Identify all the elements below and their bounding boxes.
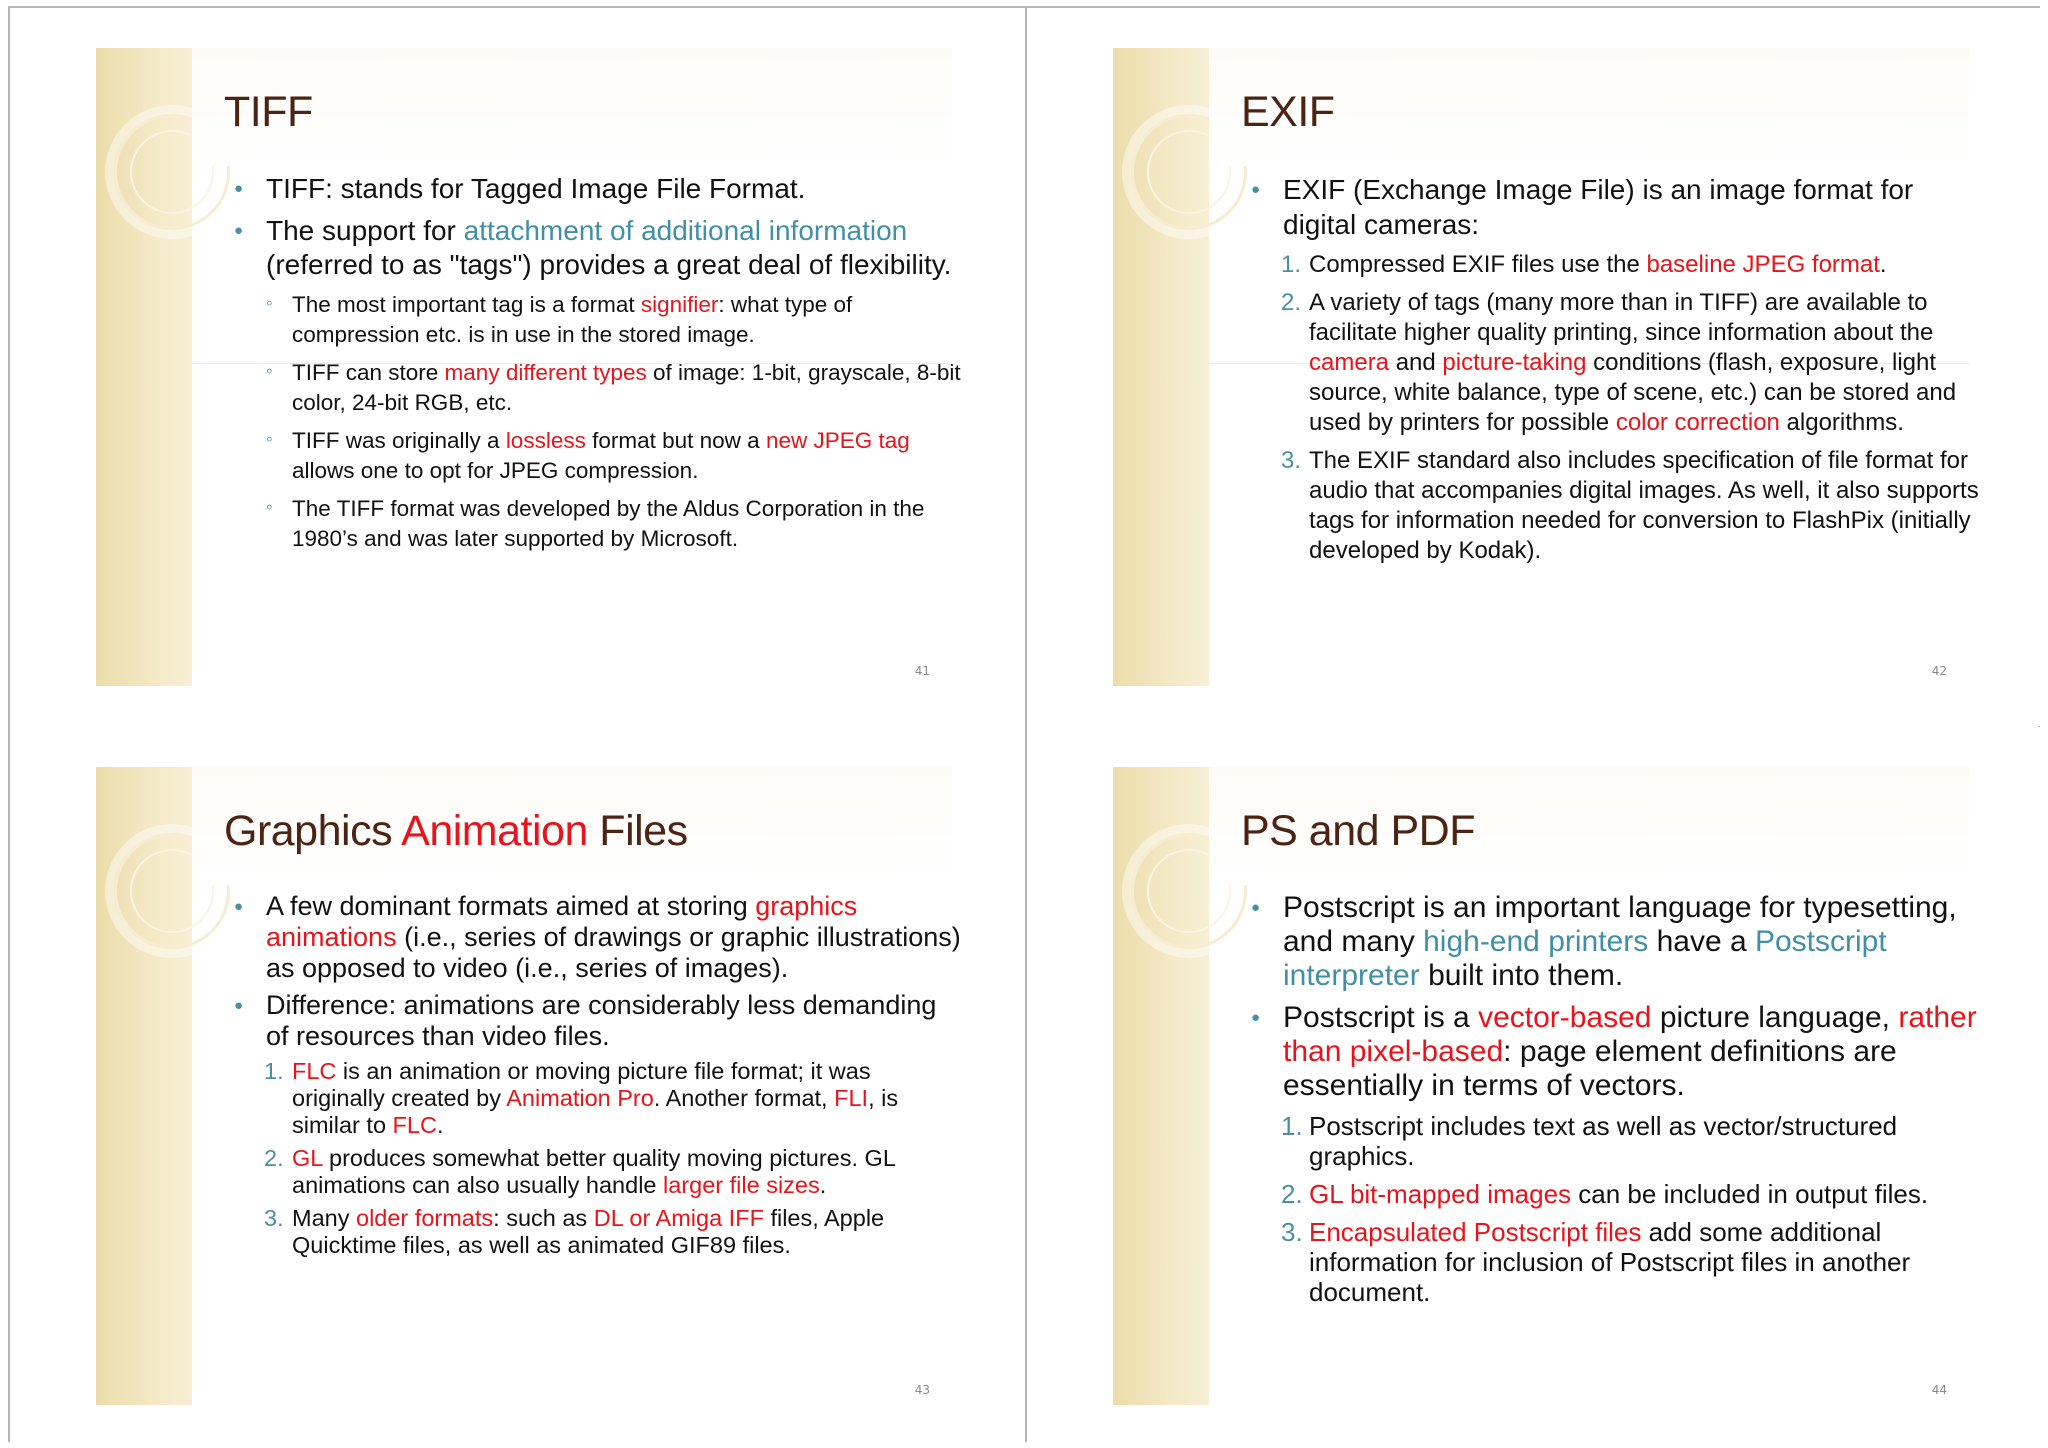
slide-number: 44 (1931, 1383, 1947, 1397)
highlighted-text: older formats (356, 1205, 494, 1231)
slide-body (1251, 891, 1981, 1315)
text-run: : such as (493, 1205, 594, 1231)
sub-bullet-point (234, 494, 964, 554)
bullet-point (234, 891, 964, 984)
text-run: TIFF can store (292, 360, 445, 385)
text-run: built into them. (1419, 959, 1624, 992)
text-run: TIFF: stands for Tagged Image File Format. (266, 173, 806, 204)
highlighted-text: signifier (640, 292, 719, 317)
slide-title (1241, 807, 1981, 856)
text-run: (i.e., series of drawings or graphic illustrations) as opposed to video (i.e., series of images). (266, 922, 961, 983)
bullet-point (1251, 172, 1981, 242)
numbered-point (1251, 446, 1981, 566)
highlighted-text: FLC (392, 1112, 437, 1138)
highlighted-text: high-end printers (1423, 925, 1649, 958)
text-run: of image: 1-bit, grayscale, 8-bit color, 24-bit RGB, etc. (292, 360, 961, 415)
list-number: 3. (1281, 447, 1302, 474)
text-run: format but now a (585, 428, 766, 453)
text-run: algorithms. (1779, 409, 1904, 436)
text-run: have a (1648, 925, 1755, 958)
sub-bullet-point (234, 358, 964, 418)
text-run: A variety of tags (many more than in TIFF) are available to facilitate higher quality printing, since information about the (1309, 289, 1934, 346)
highlighted-text: many different types (444, 360, 647, 385)
text-run: EXIF (1241, 88, 1335, 136)
text-run: Compressed EXIF files use the (1309, 251, 1647, 278)
numbered-point (234, 1058, 964, 1139)
numbered-point (1251, 1179, 1981, 1209)
slide-41 (10, 8, 1025, 726)
text-run: Postscript is an important language for typesetting, and many (1283, 891, 1957, 958)
list-number: 2. (1281, 1179, 1303, 1209)
text-run: PS and PDF (1241, 807, 1475, 855)
text-run: The most important tag is a format (292, 292, 641, 317)
text-run: : page element definitions are essentially in terms of vectors. (1283, 1035, 1897, 1102)
highlighted-text: Postscript interpreter (1283, 925, 1887, 992)
slide-body (234, 172, 964, 562)
text-run: The TIFF format was developed by the Aldus Corporation in the 1980’s and was later supported by Microsoft. (292, 496, 925, 551)
bullet-point (234, 172, 964, 206)
slide-body (1251, 172, 1981, 574)
text-run: produces somewhat better quality moving pictures. GL animations can also usually handle (292, 1145, 896, 1198)
highlighted-text: vector-based (1478, 1001, 1652, 1034)
text-run: Many (292, 1205, 356, 1231)
text-run: Postscript includes text as well as vector/structured graphics. (1309, 1111, 1898, 1171)
highlighted-text: Animation Pro (506, 1085, 654, 1111)
text-run: . (819, 1172, 827, 1198)
highlighted-text: new JPEG tag (765, 428, 910, 453)
highlighted-text: DL or Amiga IFF (593, 1205, 764, 1231)
text-run: allows one to opt for JPEG compression. (292, 458, 699, 483)
list-number: 1. (1281, 1111, 1303, 1141)
slide-title (1241, 88, 1981, 137)
numbered-point (234, 1145, 964, 1199)
list-number: 2. (1281, 289, 1302, 316)
highlighted-text: color correction (1615, 409, 1780, 436)
sub-bullet-point (234, 426, 964, 486)
slide-title (224, 88, 964, 137)
text-run: A few dominant formats aimed at storing (266, 891, 756, 921)
highlighted-text: larger file sizes (663, 1172, 820, 1198)
slide-42 (1027, 8, 2042, 726)
text-run: The support for (266, 215, 464, 246)
text-run: picture language, (1651, 1001, 1899, 1034)
highlighted-text: lossless (505, 428, 586, 453)
text-run: and (1389, 349, 1443, 376)
text-run: . Another format, (653, 1085, 835, 1111)
list-number: 1. (1281, 251, 1302, 278)
numbered-point (234, 1205, 964, 1259)
highlighted-text: GL bit-mapped images (1309, 1179, 1572, 1209)
numbered-point (1251, 288, 1981, 438)
text-run: add some additional information for inclusion of Postscript files in another document. (1309, 1217, 1911, 1307)
bullet-point (234, 990, 964, 1052)
slide-number: 41 (914, 664, 930, 678)
text-run: . (436, 1112, 444, 1138)
list-number: 1. (264, 1058, 284, 1084)
list-number: 3. (264, 1205, 284, 1231)
highlighted-text: graphics animations (266, 891, 858, 952)
list-number: 3. (1281, 1217, 1303, 1247)
slide-number: 43 (914, 1383, 930, 1397)
text-run: Graphics (224, 807, 402, 855)
text-run: files, Apple Quicktime files, as well as animated GIF89 files. (292, 1205, 885, 1258)
bullet-point (1251, 891, 1981, 993)
sub-bullet-point (234, 290, 964, 350)
slide-number: 42 (1931, 664, 1947, 678)
highlighted-text: Animation (401, 807, 588, 855)
numbered-point (1251, 1111, 1981, 1171)
text-run: is an animation or moving picture file format; it was originally created by (292, 1058, 871, 1111)
text-run: : what type of compression etc. is in use in the stored image. (292, 292, 853, 347)
slide-44 (1027, 727, 2042, 1445)
bullet-point (1251, 1001, 1981, 1103)
highlighted-text: FLI (834, 1085, 869, 1111)
text-run: TIFF (224, 88, 313, 136)
numbered-point (1251, 250, 1981, 280)
text-run: (referred to as "tags") provides a great deal of flexibility. (266, 249, 952, 280)
highlighted-text: FLC (292, 1058, 337, 1084)
highlighted-text: rather than pixel-based (1283, 1001, 1977, 1068)
text-run: can be included in output files. (1571, 1179, 1929, 1209)
highlighted-text: Encapsulated Postscript files (1309, 1217, 1642, 1247)
list-number: 2. (264, 1145, 284, 1171)
text-run: . (1879, 251, 1887, 278)
highlighted-text: camera (1309, 349, 1390, 376)
highlighted-text: attachment of additional information (463, 215, 908, 246)
slide-43 (10, 727, 1025, 1445)
text-run: Files (587, 807, 688, 855)
slide-body (234, 891, 964, 1265)
highlighted-text: GL (292, 1145, 323, 1171)
text-run: The EXIF standard also includes specification of file format for audio that accompanies digital images. As well, it also supports tags for information needed for conversion to FlashPix (initially developed by Kodak). (1309, 447, 1979, 564)
highlighted-text: picture-taking (1442, 349, 1587, 376)
text-run: Difference: animations are considerably less demanding of resources than video files. (266, 990, 937, 1051)
text-run: , is similar to (292, 1085, 899, 1138)
slide-title (224, 807, 964, 856)
text-run: TIFF was originally a (292, 428, 506, 453)
highlighted-text: baseline JPEG format (1646, 251, 1880, 278)
numbered-point (1251, 1217, 1981, 1307)
text-run: conditions (flash, exposure, light source, white balance, type of scene, etc.) can be stored and used by printers for possible (1309, 349, 1957, 436)
bullet-point (234, 214, 964, 282)
text-run: Postscript is a (1283, 1001, 1479, 1034)
text-run: EXIF (Exchange Image File) is an image format for digital cameras: (1283, 174, 1914, 240)
